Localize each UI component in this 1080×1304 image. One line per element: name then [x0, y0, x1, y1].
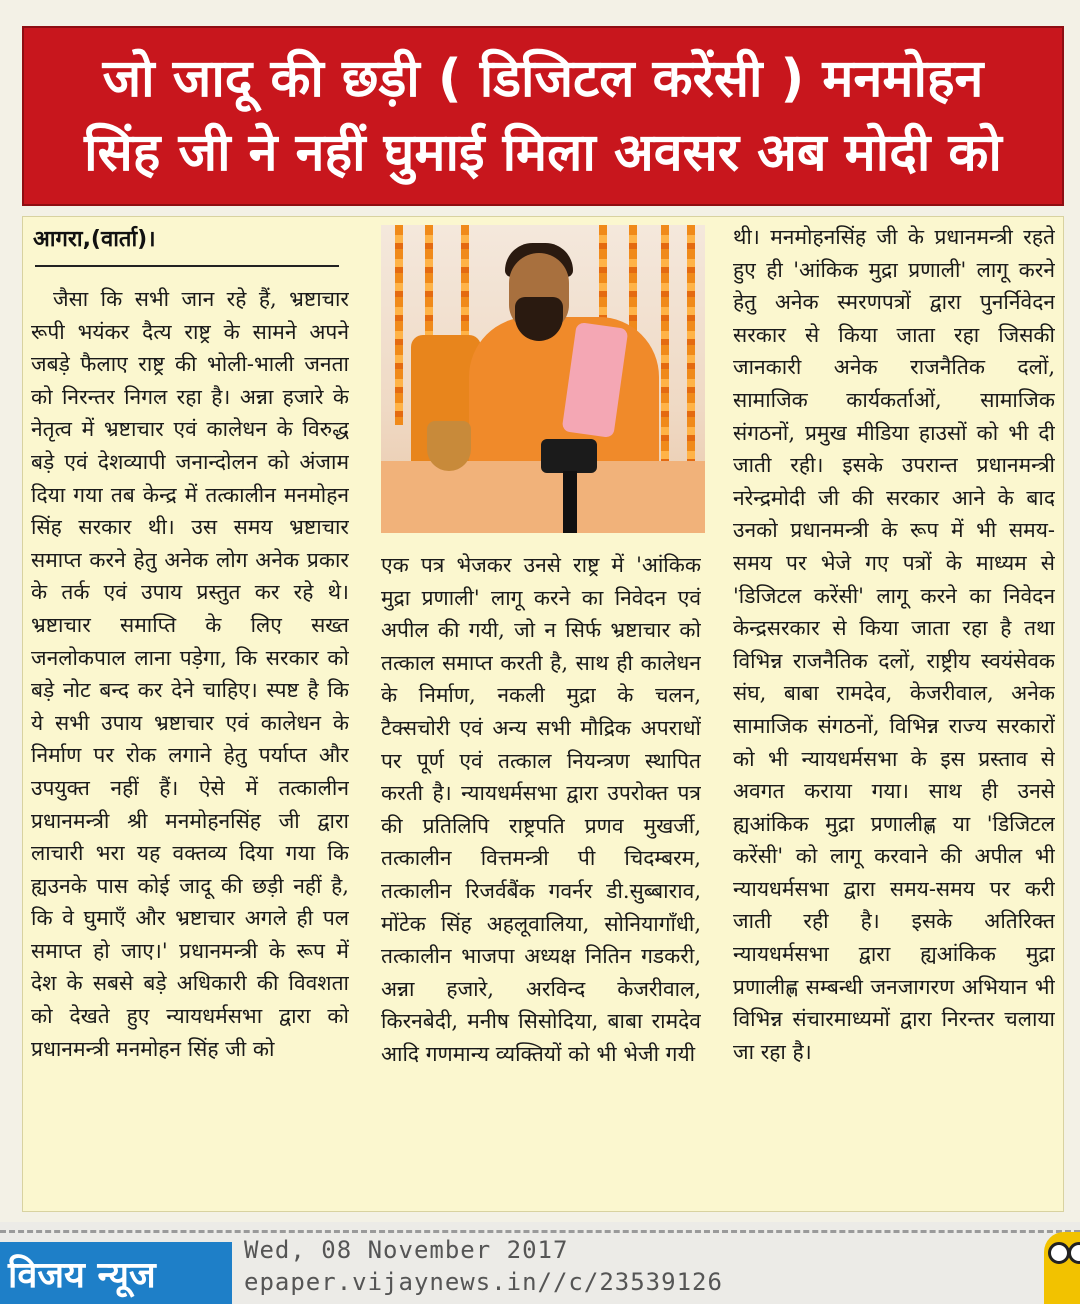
footer-divider	[0, 1230, 1080, 1233]
photo-tripod	[563, 471, 577, 533]
headline-line-2: सिंह जी ने नहीं घुमाई मिला अवसर अब मोदी को	[84, 123, 1002, 183]
photo-pot	[427, 421, 471, 471]
article-body	[22, 216, 1064, 1212]
epaper-footer	[0, 1222, 1080, 1304]
camera-icon	[541, 439, 597, 473]
article-photo	[381, 225, 705, 533]
article-column-2: एक पत्र भेजकर उनसे राष्ट्र में 'आंकिक मुद्रा प्रणाली' लागू करने का निवेदन एवं अपील की गयी, जो न सिर्फ भ्रष्टाचार को तत्काल समाप्त करती है, साथ ही कालेधन के निर्माण, नकली मुद्रा के चलन, टैक्सचोरी एवं अन्य सभी मौद्रिक अपराधों पर पूर्ण एवं तत्काल नियन्त्रण स्थापित करती है। न्यायधर्मसभा द्वारा उपरोक्त पत्र की प्रतिलिपि राष्ट्रपति प्रणव मुखर्जी, तत्कालीन वित्तमन्त्री पी चिदम्बरम, तत्कालीन रिजर्वबैंक गवर्नर डी.सुब्बाराव, मोंटेक सिंह अहलूवालिया, सोनियागाँधी, तत्कालीन भाजपा अध्यक्ष नितिन गडकरी, अन्ना हजारे, अरविन्द केजरीवाल, किरनबेदी, मनीष सिसोदिया, बाबा रामदेव आदि गणमान्य व्यक्तियों को भी भेजी गयी	[381, 553, 701, 1066]
logo-text: विजय न्यूज	[8, 1254, 156, 1296]
article-column-1: जैसा कि सभी जान रहे हैं, भ्रष्टाचार रूपी भयंकर दैत्य राष्ट्र के सामने अपने जबड़े फैलाए राष्ट्र की भोली-भाली जनता को निरन्तर निगल रहा है। अन्ना हजारे के नेतृत्व में भ्रष्टाचार एवं कालेधन के विरुद्ध बड़े एवं देशव्यापी जनान्दोलन को अंजाम दिया गया तब केन्द्र में तत्कालीन मनमोहन सिंह सरकार थी। उस समय भ्रष्टाचार समाप्त करने हेतु अनेक लोग अनेक प्रकार के तर्क एवं उपाय प्रस्तुत कर रहे थे। भ्रष्टाचार समाप्ति के लिए सख्त जनलोकपाल लाना पड़ेगा, कि सरकार को बड़े नोट बन्द कर देने चाहिए। स्पष्ट है कि ये सभी उपाय भ्रष्टाचार एवं कालेधन के निर्माण पर रोक लगाने हेतु पर्याप्त और उपयुक्त नहीं हैं। ऐसे में तत्कालीन प्रधानमन्त्री श्री मनमोहनसिंह जी द्वारा लाचारी भरा यह वक्तव्य दिया गया कि ह्यउनके पास कोई जादू की छड़ी नहीं है, कि वे घुमाएँ और भ्रष्टाचार अगले ही पल समाप्त हो जाए।' प्रधानमन्त्री के रूप में देश के सबसे बड़े अधिकारी की विवशता को देखते हुए न्यायधर्मसभा द्वारा को प्रधानमन्त्री मनमोहन सिंह जी को	[31, 287, 349, 1061]
owl-mascot-icon	[1044, 1232, 1080, 1304]
garland-decoration	[687, 225, 695, 485]
headline-banner	[22, 26, 1064, 206]
garland-decoration	[395, 225, 403, 425]
vijay-news-logo[interactable]	[0, 1242, 232, 1304]
edition-date: Wed, 08 November 2017	[244, 1236, 569, 1264]
owl-eye-icon	[1068, 1242, 1080, 1264]
headline-line-1: जो जादू की छड़ी ( डिजिटल करेंसी ) मनमोहन	[102, 49, 984, 109]
article-column-3: थी। मनमोहनसिंह जी के प्रधानमन्त्री रहते हुए ही 'आंकिक मुद्रा प्रणाली' लागू करने हेतु अनेक स्मरणपत्रों द्वारा पुनर्निवेदन सरकार से किया जाता रहा जिसकी जानकारी अनेक राजनैतिक दलों, सामाजिक कार्यकर्ताओं, सामाजिक संगठनों, प्रमुख मीडिया हाउसों को भी दी जाती रही। इसके उपरान्त प्रधानमन्त्री नरेन्द्रमोदी जी की सरकार आने के बाद उनको प्रधानमन्त्री के रूप में भी समय-समय पर भेजे गए पत्रों के माध्यम से 'डिजिटल करेंसी' लागू करने का निवेदन केन्द्रसरकार से किया जाता रहा है तथा विभिन्न राजनैतिक दलों, राष्ट्रीय स्वयंसेवक संघ, बाबा रामदेव, केजरीवाल, अनेक सामाजिक संगठनों, विभिन्न राज्य सरकारों को भी न्यायधर्मसभा के इस प्रस्ताव से अवगत कराया गया। साथ ही उनसे ह्यआंकिक मुद्रा प्रणालीह्ण या 'डिजिटल करेंसी' को लागू करवाने की अपील भी न्यायधर्मसभा द्वारा समय-समय पर करी जाती रही है। इसके अतिरिक्त न्यायधर्मसभा द्वारा ह्यआंकिक मुद्रा प्रणालीह्ण सम्बन्धी जनजागरण अभियान भी विभिन्न संचारमाध्यमों द्वारा निरन्तर चलाया जा रहा है।	[733, 225, 1055, 1064]
garland-decoration	[461, 225, 469, 345]
owl-eye-icon	[1048, 1242, 1070, 1264]
dateline-rule	[35, 265, 339, 267]
epaper-url[interactable]: epaper.vijaynews.in//c/23539126	[244, 1268, 723, 1296]
dateline: आगरा,(वार्ता)।	[33, 227, 156, 252]
